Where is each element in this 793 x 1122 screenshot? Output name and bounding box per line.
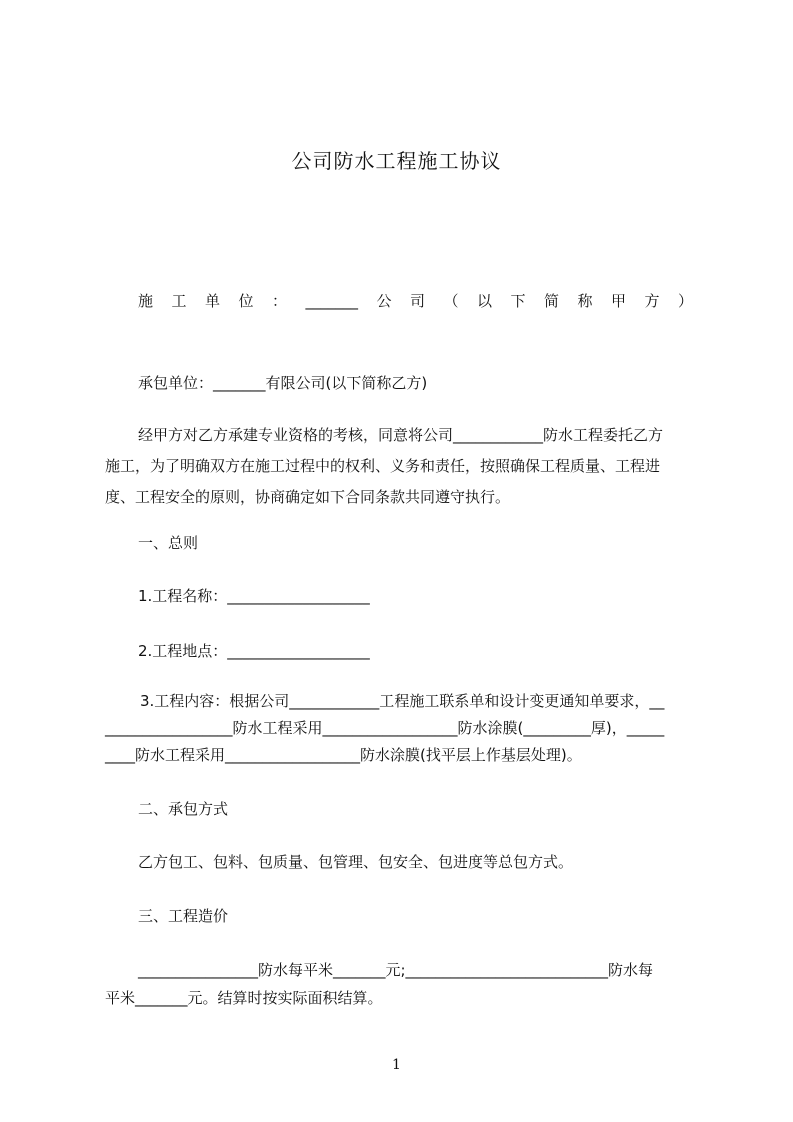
intro-line-2: 施工，为了明确双方在施工过程中的权利、义务和责任，按照确保工程质量、工程进 bbox=[105, 457, 661, 475]
section3-heading: 三、工程造价 bbox=[138, 907, 229, 925]
section1-item1: 1.工程名称：___________________ bbox=[138, 587, 370, 605]
section1-item2: 2.工程地点：___________________ bbox=[138, 642, 370, 660]
intro-line-1: 经甲方对乙方承建专业资格的考核，同意将公司____________防水工程委托乙方 bbox=[138, 426, 664, 444]
document-title: 公司防水工程施工协议 bbox=[291, 149, 502, 173]
section2-body: 乙方包工、包料、包质量、包管理、包安全、包进度等总包方式。 bbox=[138, 853, 574, 871]
intro-line-3: 度、工程安全的原则，协商确定如下合同条款共同遵守执行。 bbox=[105, 488, 511, 506]
section2-heading: 二、承包方式 bbox=[138, 800, 229, 818]
section1-heading: 一、总则 bbox=[138, 534, 199, 552]
contractor-line: 承包单位：_______有限公司(以下简称乙方) bbox=[138, 374, 428, 392]
section3-line1: ________________防水每平米_______元;___________________________防水每 bbox=[138, 961, 654, 979]
section1-item3-line3: ____防水工程采用__________________防水涂膜(找平层上作基层处理)。 bbox=[105, 746, 582, 764]
section3-line2: 平米_______元。结算时按实际面积结算。 bbox=[105, 989, 383, 1007]
page-number: 1 bbox=[392, 1057, 401, 1073]
section1-item3-line2: _________________防水工程采用__________________防水涂膜(_________厚)，_____ bbox=[105, 719, 665, 737]
section1-item3-line1: 3.工程内容：根据公司____________工程施工联系单和设计变更通知单要求，__ bbox=[140, 692, 665, 710]
employer-line: 施工单位：_______公司（以下简称甲方） bbox=[138, 292, 693, 310]
